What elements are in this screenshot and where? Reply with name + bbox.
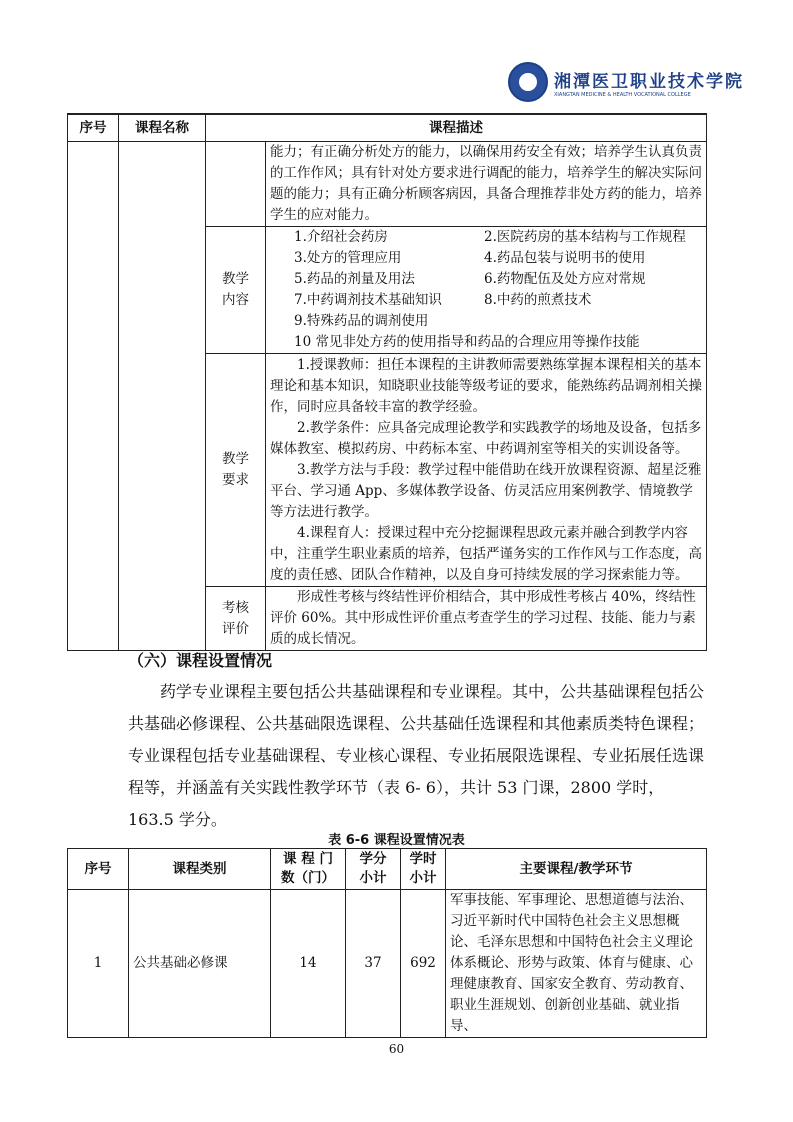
course-description-table: [67, 113, 707, 651]
content-item: 2.医院药房的基本结构与工作规程: [484, 229, 686, 245]
college-seal-icon: [508, 62, 548, 102]
cell-no: 1: [68, 890, 129, 1038]
requirement-item: 1.授课教师：担任本课程的主讲教师需要熟练掌握本课程相关的基本理论和基本知识，知晓职业技能等级考证的要求，能熟练药品调剂相关操作，同时应具备较丰富的教学经验。: [270, 356, 702, 415]
course-setup-table: [67, 848, 707, 1038]
table-header-row: [68, 114, 707, 142]
cell-ability-continuation: [266, 142, 707, 227]
teaching-requirements-label: 教学要求: [222, 451, 249, 488]
teaching-content-label: 教学内容: [222, 271, 249, 308]
cell-category: 公共基础必修课: [129, 890, 271, 1038]
cell-hours: 692: [401, 890, 446, 1038]
label-teaching-content: [206, 227, 266, 354]
section-heading: （六）课程设置情况: [128, 651, 273, 670]
cell-teaching-requirements: [266, 354, 707, 587]
cell-teaching-content: [266, 227, 707, 354]
requirement-item: 3.教学方法与手段：教学过程中能借助在线开放课程资源、超星泛雅平台、学习通 App、多媒体教学设备、仿灵活应用案例教学、情境教学等方法进行教学。: [270, 461, 702, 520]
label-assessment: [206, 587, 266, 651]
content-item: 6.药物配伍及处方应对常规: [484, 271, 646, 287]
header-course-name: 课程名称: [119, 114, 206, 142]
header-credits: 学分小计: [346, 849, 401, 890]
content-item: 7.中药调剂技术基础知识: [294, 292, 442, 308]
requirement-item: 4.课程育人：授课过程中充分挖掘课程思政元素并融合到教学内容中，注重学生职业素质的培养，包括严谨务实的工作作风与工作态度，高度的责任感、团队合作精神，以及自身可持续发展的学习探索能力等。: [270, 524, 702, 583]
continuation-text: 能力；有正确分析处方的能力，以确保用药安全有效；培养学生认真负责的工作作风；具有针对处方要求进行调配的能力，培养学生的解决实际问题的能力；具有正确分析顾客病因，具备合理推荐非处方药的能力，培养学生的应对能力。: [270, 144, 702, 223]
header-category: 课程类别: [129, 849, 271, 890]
cell-empty-label: [206, 142, 266, 227]
cell-credits: 37: [346, 890, 401, 1038]
cell-no: [68, 142, 119, 651]
logo-english-name: XIANGTAN MEDICINE & HEALTH VOCATIONAL COLLEGE: [554, 91, 691, 98]
page-number: 60: [388, 1042, 405, 1056]
table-row: [68, 142, 707, 227]
table-row: [68, 890, 707, 1038]
header-no: 序号: [68, 849, 129, 890]
cell-main-courses: 军事技能、军事理论、思想道德与法治、习近平新时代中国特色社会主义思想概论、毛泽东思想和中国特色社会主义理论体系概论、形势与政策、体育与健康、心理健康教育、国家安全教育、劳动教育、职业生涯规划、创新创业基础、就业指导、: [446, 890, 707, 1038]
cell-course-name: [119, 142, 206, 651]
label-teaching-requirements: [206, 354, 266, 587]
content-item: 5.药品的剂量及用法: [294, 271, 415, 287]
content-item: 8.中药的煎煮技术: [484, 292, 592, 308]
table-caption: 表 6-6 课程设置情况表: [328, 833, 465, 848]
header-course-count: 课 程 门 数（门）: [271, 849, 346, 890]
content-item: 9.特殊药品的调剂使用: [294, 313, 429, 329]
cell-assessment: [266, 587, 707, 651]
requirement-item: 2.教学条件：应具备完成理论教学和实践教学的场地及设备，包括多媒体教室、模拟药房、中药标本室、中药调剂室等相关的实训设备等。: [270, 419, 702, 457]
section-paragraph: 药学专业课程主要包括公共基础课程和专业课程。其中，公共基础课程包括公共基础必修课程、公共基础限选课程、公共基础任选课程和其他素质类特色课程；专业课程包括专业基础课程、专业核心课程、专业拓展限选课程、专业拓展任选课程等，并涵盖有关实践性教学环节（表 6- 6），共计 53 门课，2800 学时，163.5 学分。: [128, 682, 705, 829]
cell-course-count: 14: [271, 890, 346, 1038]
content-item: 3.处方的管理应用: [294, 250, 402, 266]
table-header-row: [68, 849, 707, 890]
header-hours: 学时小计: [401, 849, 446, 890]
header-description: 课程描述: [206, 114, 707, 142]
header-no: 序号: [68, 114, 119, 142]
college-logo: [508, 62, 744, 102]
logo-chinese-name: 湘潭医卫职业技术学院: [554, 71, 744, 92]
header-main-courses: 主要课程/教学环节: [446, 849, 707, 890]
assessment-label: 考核评价: [222, 599, 249, 637]
content-item: 4.药品包装与说明书的使用: [484, 250, 646, 266]
assessment-text: 形成性考核与终结性评价相结合，其中形成性考核占 40%，终结性评价 60%。其中形成性评价重点考查学生的学习过程、技能、能力与素质的成长情况。: [270, 589, 696, 647]
content-item: 10 常见非处方药的使用指导和药品的合理应用等操作技能: [294, 334, 640, 350]
content-item: 1.介绍社会药房: [294, 229, 388, 245]
